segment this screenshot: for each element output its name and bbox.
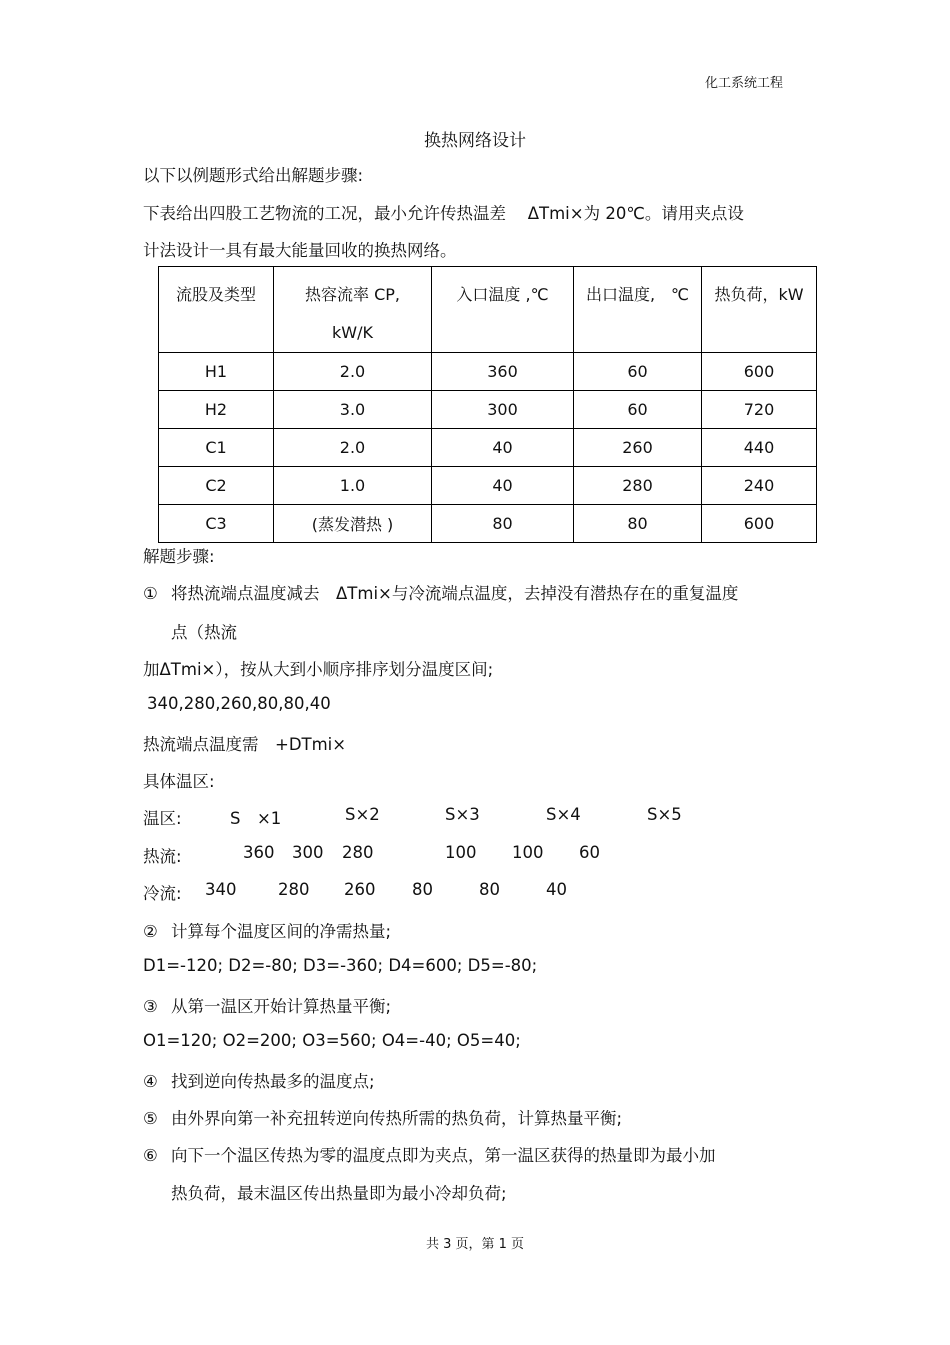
- step-6-continued: 热负荷，最末温区传出热量即为最小冷却负荷;: [171, 1184, 507, 1203]
- table-cell: C2: [159, 467, 274, 505]
- step-number: ④: [143, 1072, 158, 1091]
- hot-value: 60: [579, 843, 600, 862]
- cold-value: 280: [278, 880, 310, 899]
- zone-item: S ×1: [230, 809, 282, 828]
- table-cell: 260: [574, 429, 702, 467]
- table-cell: 40: [432, 429, 574, 467]
- zones-heading: 具体温区:: [143, 772, 215, 791]
- intro-line-3: 计法设计一具有最大能量回收的换热网络。: [143, 241, 457, 260]
- header-cell: 热容流率 CP, kW/K: [274, 267, 432, 353]
- zone-item: S×3: [445, 805, 480, 824]
- cold-label: 冷流:: [143, 884, 182, 903]
- table-cell: C1: [159, 429, 274, 467]
- step-number: ②: [143, 922, 158, 941]
- zone-item: S×5: [647, 805, 682, 824]
- table-row: [159, 467, 817, 505]
- step-1: [143, 580, 738, 604]
- cold-value: 80: [412, 880, 433, 899]
- hot-value: 100: [445, 843, 477, 862]
- step-number: ⑤: [143, 1109, 158, 1128]
- header-cell: 热负荷，kW: [702, 267, 817, 353]
- cold-value: 260: [344, 880, 376, 899]
- course-header: 化工系统工程: [705, 76, 784, 91]
- table-cell: 600: [702, 505, 817, 543]
- hot-value: 100: [512, 843, 544, 862]
- hot-value: 360: [243, 843, 275, 862]
- cold-value: 340: [205, 880, 237, 899]
- table-cell: 2.0: [274, 353, 432, 391]
- step-1-note: 加ΔTmi×），按从大到小顺序排序划分温度区间;: [143, 660, 494, 679]
- table-cell: 360: [432, 353, 574, 391]
- step-1-continued: 点（热流: [171, 623, 237, 642]
- step-5: [143, 1105, 622, 1129]
- step-3: [143, 993, 391, 1017]
- step-text: 计算每个温度区间的净需热量;: [171, 922, 392, 941]
- table-cell: 40: [432, 467, 574, 505]
- header-cell: 流股及类型: [159, 267, 274, 353]
- table-row: [159, 353, 817, 391]
- table-row: [159, 429, 817, 467]
- table-header-row: [159, 267, 817, 353]
- step-text: 将热流端点温度减去 ΔTmi×与冷流端点温度，去掉没有潜热存在的重复温度: [171, 584, 739, 603]
- table-cell: 1.0: [274, 467, 432, 505]
- table-cell: 240: [702, 467, 817, 505]
- page-title: 换热网络设计: [424, 131, 526, 151]
- hot-value: 280: [342, 843, 374, 862]
- hot-stream-note: 热流端点温度需 +DTmi×: [143, 735, 347, 754]
- table-cell: C3: [159, 505, 274, 543]
- intro-line-2: 下表给出四股工艺物流的工况，最小允许传热温差 ΔTmi×为 20℃。请用夹点设: [143, 204, 744, 223]
- intro-line-1: 以下以例题形式给出解题步骤:: [143, 166, 364, 185]
- cold-value: 40: [546, 880, 567, 899]
- steps-heading: 解题步骤:: [143, 547, 215, 566]
- d-values: D1=-120; D2=-80; D3=-360; D4=600; D5=-80;: [143, 956, 538, 975]
- zone-item: S×2: [345, 805, 380, 824]
- o-values: O1=120; O2=200; O3=560; O4=-40; O5=40;: [143, 1031, 521, 1050]
- header-cell: 入口温度 ,℃: [432, 267, 574, 353]
- table-cell: 600: [702, 353, 817, 391]
- hot-label: 热流:: [143, 847, 182, 866]
- table-cell: 280: [574, 467, 702, 505]
- table-row: [159, 505, 817, 543]
- table-cell: 80: [574, 505, 702, 543]
- table-cell: H2: [159, 391, 274, 429]
- table-cell: 300: [432, 391, 574, 429]
- step-number: ①: [143, 584, 158, 603]
- header-cell: 出口温度, ℃: [574, 267, 702, 353]
- table-cell: (蒸发潜热 ): [274, 505, 432, 543]
- step-text: 找到逆向传热最多的温度点;: [171, 1072, 375, 1091]
- zone-item: S×4: [546, 805, 581, 824]
- table-cell: 440: [702, 429, 817, 467]
- table-cell: 720: [702, 391, 817, 429]
- stream-table: [158, 266, 817, 543]
- step-text: 由外界向第一补充扭转逆向传热所需的热负荷，计算热量平衡;: [171, 1109, 623, 1128]
- table-cell: H1: [159, 353, 274, 391]
- cold-value: 80: [479, 880, 500, 899]
- temperature-sequence: 340,280,260,80,80,40: [147, 694, 331, 713]
- table-cell: 3.0: [274, 391, 432, 429]
- table-cell: 60: [574, 391, 702, 429]
- zone-label: 温区:: [143, 809, 182, 828]
- table-cell: 80: [432, 505, 574, 543]
- hot-value: 300: [292, 843, 324, 862]
- table-cell: 60: [574, 353, 702, 391]
- table-cell: 2.0: [274, 429, 432, 467]
- table-row: [159, 391, 817, 429]
- step-6: [143, 1142, 716, 1166]
- step-number: ⑥: [143, 1146, 158, 1165]
- step-text: 向下一个温区传热为零的温度点即为夹点，第一温区获得的热量即为最小加: [171, 1146, 716, 1165]
- step-4: [143, 1068, 375, 1092]
- page-footer: 共 3 页，第 1 页: [425, 1237, 525, 1252]
- step-2: [143, 918, 391, 942]
- step-number: ③: [143, 997, 158, 1016]
- step-text: 从第一温区开始计算热量平衡;: [171, 997, 392, 1016]
